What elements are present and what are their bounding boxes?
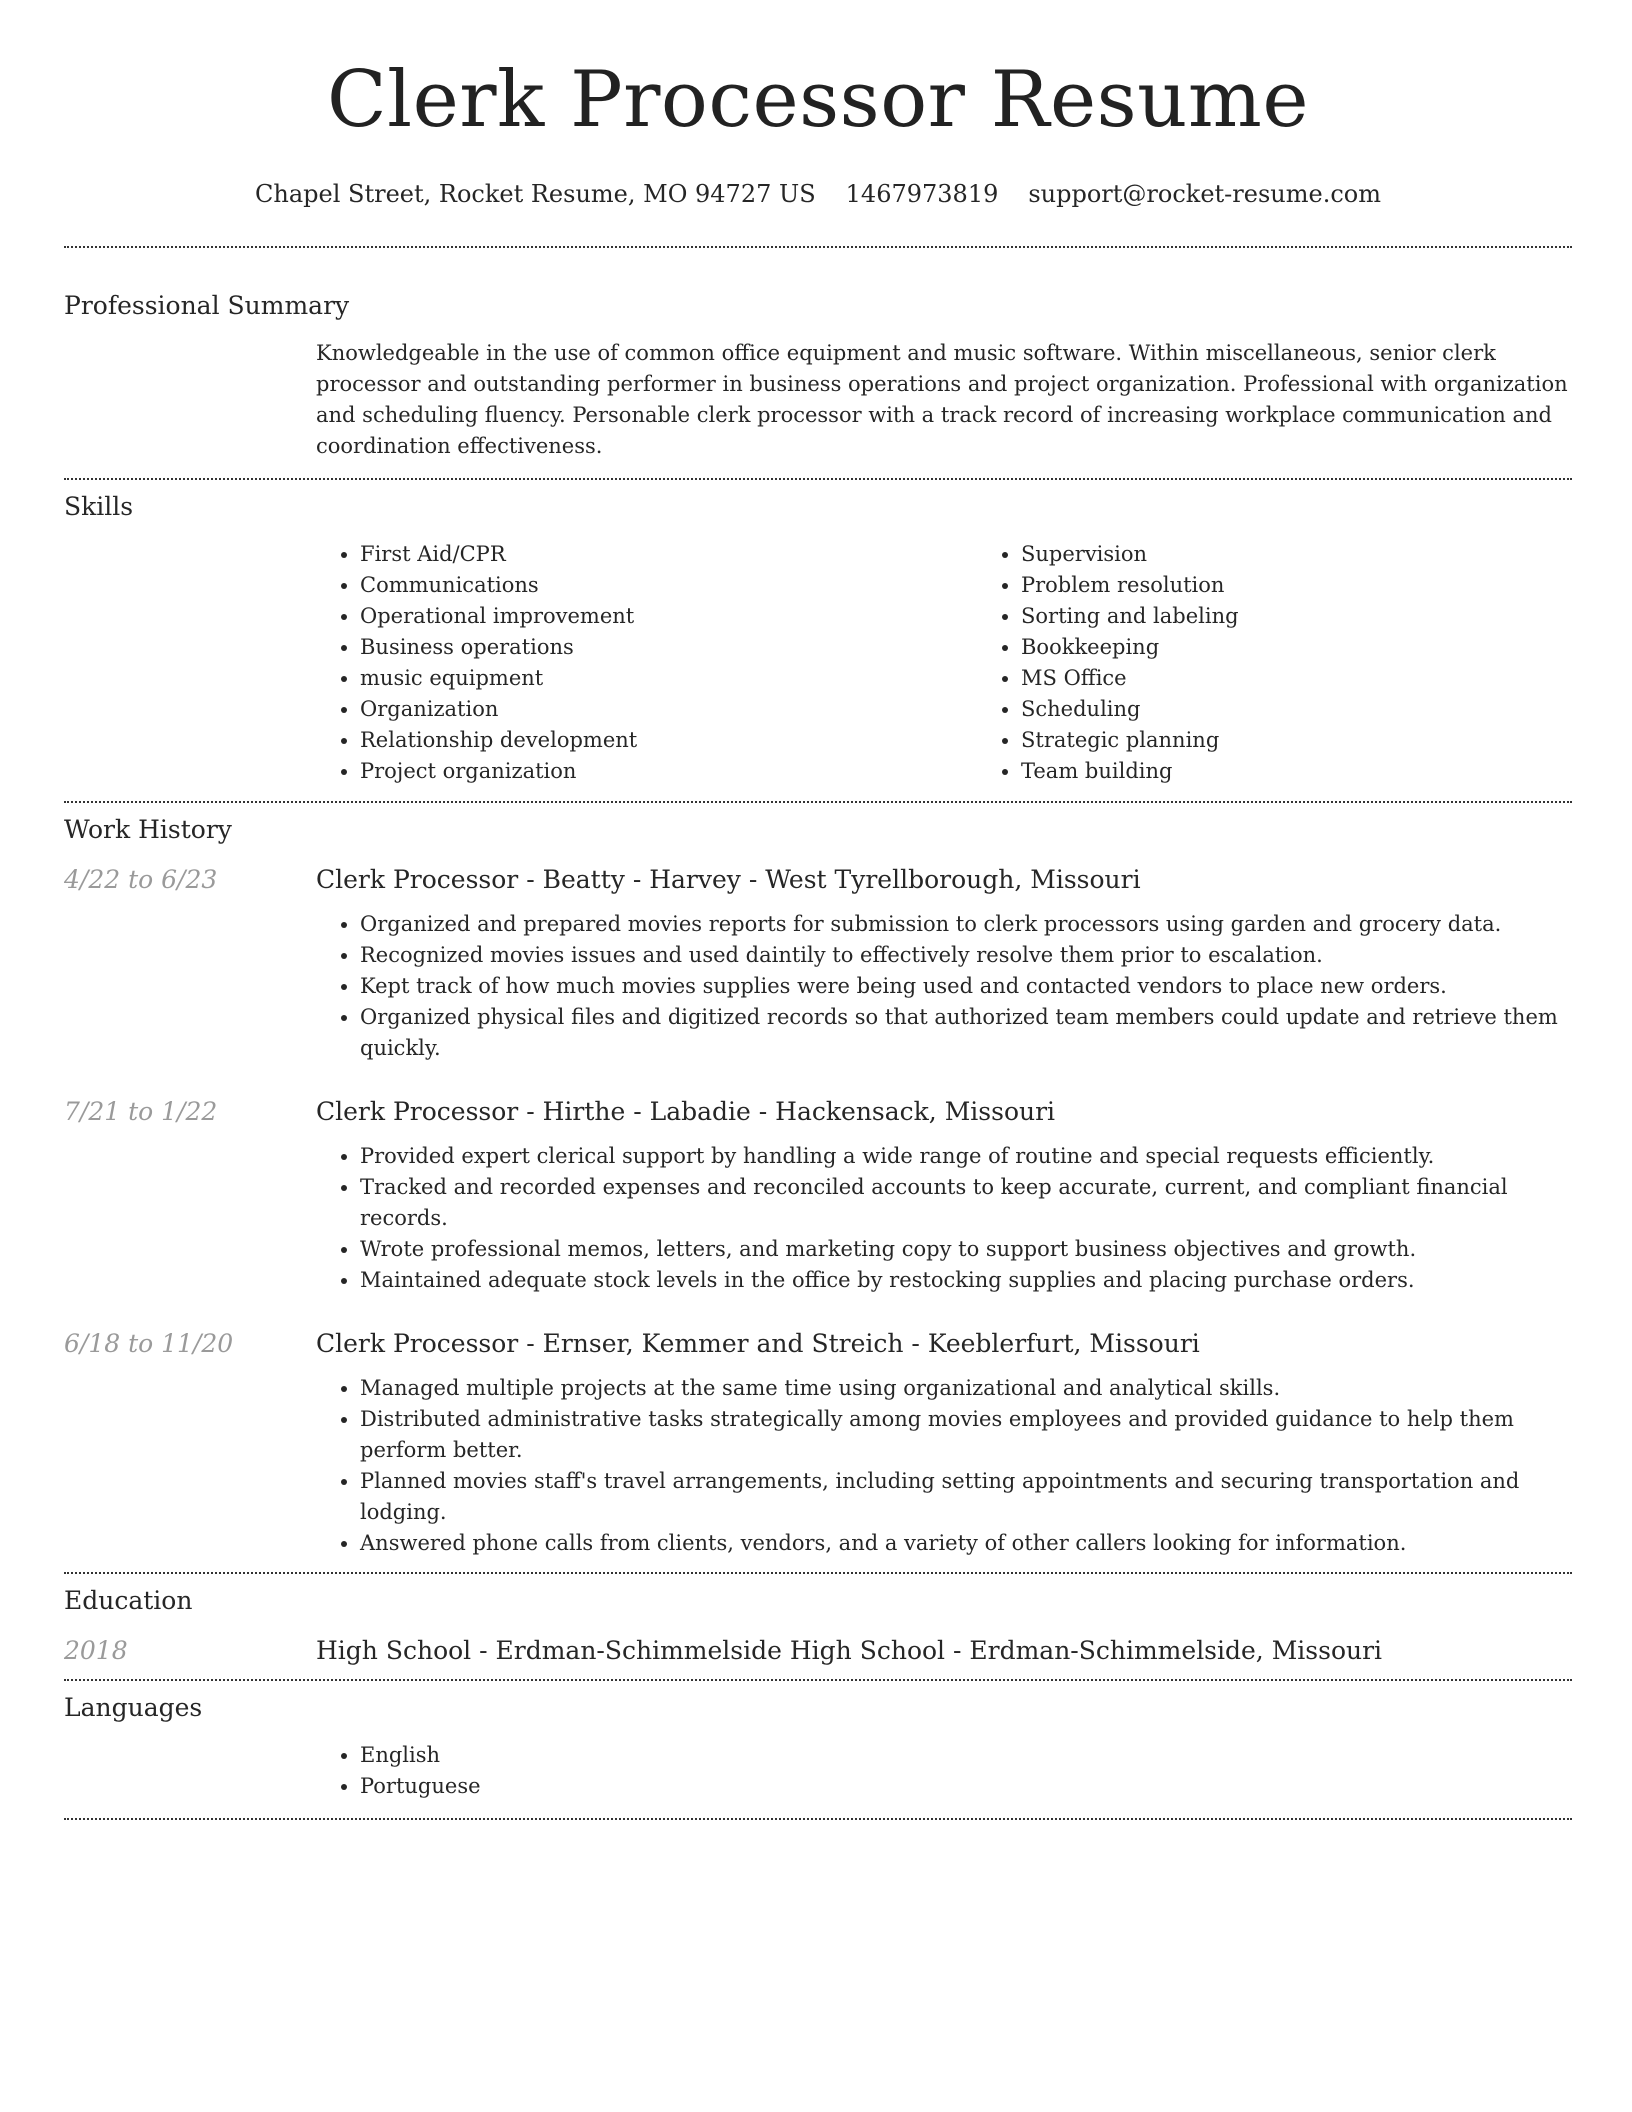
- contact-line: [64, 180, 1572, 209]
- skill-item: • MS Office: [1021, 663, 1632, 694]
- section-divider: [64, 1572, 1572, 1574]
- summary-text: Knowledgeable in the use of common office equipment and music software. Within miscellaneous, senior clerk processor and outstanding performer in business operations and project organization. Professional with organization and scheduling fluency. Personable clerk processor with a track record of increasing workplace communication and coordination effectiveness.: [316, 341, 1568, 459]
- address: Chapel Street, Rocket Resume, MO 94727 US: [255, 179, 816, 208]
- skill-item: • Team building: [1021, 756, 1632, 787]
- entry-date: 2018: [64, 1636, 128, 1666]
- resume-title: Clerk Processor Resume: [326, 55, 1310, 145]
- section-divider: [64, 1679, 1572, 1681]
- entry-bullets: [316, 909, 1572, 1064]
- education-section: [64, 1586, 1572, 1665]
- entry-date: 7/21 to 1/22: [64, 1097, 218, 1127]
- entry-bullets: [316, 1373, 1572, 1559]
- skill-item: • Communications: [360, 570, 977, 601]
- entry-heading: Clerk Processor - Hirthe - Labadie - Hackensack, Missouri: [316, 1097, 1056, 1127]
- section-title-summary: Professional Summary: [64, 291, 350, 321]
- skill-item: • Operational improvement: [360, 601, 977, 632]
- bullet-item: • Kept track of how much movies supplies were being used and contacted vendors to place new orders.: [360, 971, 1572, 1002]
- email: support@rocket-resume.com: [1028, 179, 1381, 208]
- work-history-section: [64, 815, 1572, 1559]
- work-entry: [64, 1097, 1572, 1296]
- skill-item: • Project organization: [360, 756, 977, 787]
- bullet-item: • Organized and prepared movies reports for submission to clerk processors using garden and grocery data.: [360, 909, 1572, 940]
- entry-bullets: [316, 1141, 1572, 1296]
- bullet-item: • Distributed administrative tasks strategically among movies employees and provided guidance to help them perform better.: [360, 1404, 1572, 1466]
- entry-heading: High School - Erdman-Schimmelside High School - Erdman-Schimmelside, Missouri: [316, 1636, 1383, 1666]
- entry-heading: Clerk Processor - Beatty - Harvey - West Tyrellborough, Missouri: [316, 865, 1141, 895]
- languages-list: [316, 1740, 1572, 1802]
- section-title-skills: Skills: [64, 492, 134, 522]
- bullet-item: • Maintained adequate stock levels in the office by restocking supplies and placing purchase orders.: [360, 1265, 1572, 1296]
- skill-item: • Relationship development: [360, 725, 977, 756]
- section-divider: [64, 246, 1572, 248]
- language-item: • English: [360, 1740, 1572, 1771]
- bullet-item: • Answered phone calls from clients, vendors, and a variety of other callers looking for information.: [360, 1528, 1572, 1559]
- skill-item: • Sorting and labeling: [1021, 601, 1632, 632]
- bullet-item: • Tracked and recorded expenses and reconciled accounts to keep accurate, current, and compliant financial records.: [360, 1172, 1572, 1234]
- section-divider: [64, 1818, 1572, 1820]
- skill-item: • Scheduling: [1021, 694, 1632, 725]
- section-divider: [64, 478, 1572, 480]
- summary-section: [64, 291, 1572, 462]
- entry-date: 6/18 to 11/20: [64, 1329, 234, 1359]
- skills-list-left: [316, 539, 977, 787]
- bullet-item: • Recognized movies issues and used daintily to effectively resolve them prior to escalation.: [360, 940, 1572, 971]
- bullet-item: • Provided expert clerical support by handling a wide range of routine and special requests efficiently.: [360, 1141, 1572, 1172]
- entry-date: 4/22 to 6/23: [64, 865, 218, 895]
- skill-item: • Strategic planning: [1021, 725, 1632, 756]
- bullet-item: • Organized physical files and digitized records so that authorized team members could update and retrieve them quickly.: [360, 1002, 1572, 1064]
- skill-item: • Supervision: [1021, 539, 1632, 570]
- section-divider: [64, 801, 1572, 803]
- work-entry: [64, 865, 1572, 1064]
- skill-item: • Problem resolution: [1021, 570, 1632, 601]
- skills-list-right: [977, 539, 1632, 787]
- bullet-item: • Wrote professional memos, letters, and marketing copy to support business objectives and growth.: [360, 1234, 1572, 1265]
- skills-section: [64, 492, 1572, 787]
- section-title-work-history: Work History: [64, 815, 232, 845]
- entry-heading: Clerk Processor - Ernser, Kemmer and Streich - Keeblerfurt, Missouri: [316, 1329, 1200, 1359]
- section-title-education: Education: [64, 1586, 193, 1616]
- work-entry: [64, 1329, 1572, 1559]
- phone: 1467973819: [845, 179, 999, 208]
- skills-grid: [316, 539, 1572, 787]
- skill-item: • Business operations: [360, 632, 977, 663]
- skill-item: • Bookkeeping: [1021, 632, 1632, 663]
- languages-section: [64, 1693, 1572, 1802]
- skill-item: • music equipment: [360, 663, 977, 694]
- education-entry: [64, 1636, 1572, 1665]
- bullet-item: • Planned movies staff's travel arrangements, including setting appointments and securing transportation and lodging.: [360, 1466, 1572, 1528]
- skill-item: • First Aid/CPR: [360, 539, 977, 570]
- section-title-languages: Languages: [64, 1693, 203, 1723]
- resume-page: [64, 0, 1572, 1820]
- bullet-item: • Managed multiple projects at the same time using organizational and analytical skills.: [360, 1373, 1572, 1404]
- language-item: • Portuguese: [360, 1771, 1572, 1802]
- skill-item: • Organization: [360, 694, 977, 725]
